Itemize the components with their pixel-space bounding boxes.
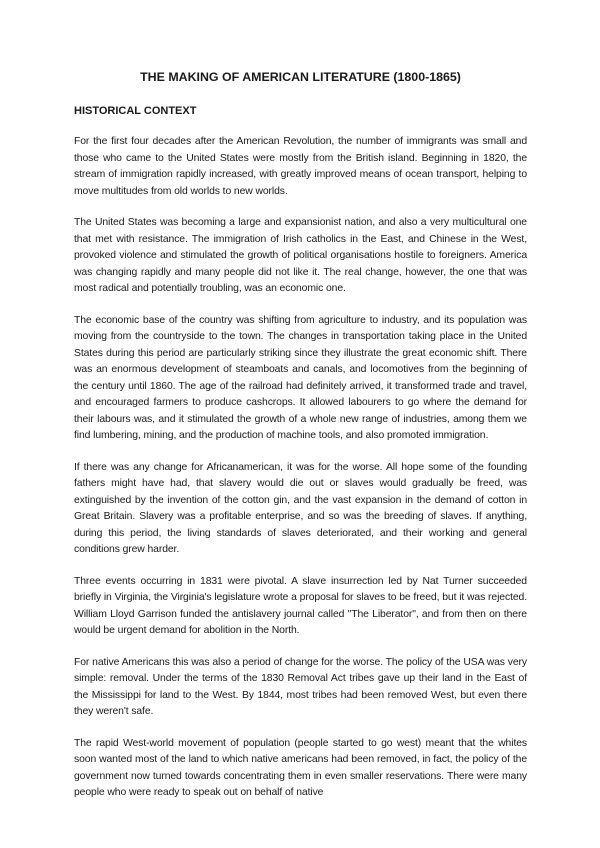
paragraph: If there was any change for Africanamerican, it was for the worse. All hope some of the founding fathers might have had, that slavery would die out or slaves would gradually be freed, was extinguished by the invention of the cotton gin, and the vast expansion in the demand of cotton in Great Britain. Slavery was a profitable enterprise, and so was the breeding of slaves. If anything, during this period, the living standards of slaves deteriorated, and their working and general conditions grew harder.: [74, 461, 527, 555]
paragraph: The United States was becoming a large and expansionist nation, and also a very multicultural one that met with resistance. The immigration of Irish catholics in the East, and Chinese in the West, provoked violence and stimulated the growth of political organisations hostile to foreigners. America was changing rapidly and many people did not like it. The real change, however, the one that was most radical and potentially troubling, was an economic one.: [74, 217, 527, 294]
paragraph: The economic base of the country was shifting from agriculture to industry, and its population was moving from the countryside to the town. The changes in transportation taking place in the United States during this period are particularly striking since they illustrate the great economic shift. There was an enormous development of steamboats and canals, and locomotives from the beginning of the century until 1860. The age of the railroad had definitely arrived, it transformed trade and travel, and encouraged farmers to produce cashcrops. It allowed labourers to go where the demand for their labours was, and it stimulated the growth of a whole new range of industries, among them we find lumbering, mining, and the production of machine tools, and also promoted immigration.: [74, 314, 527, 441]
paragraph: The rapid West-world movement of population (people started to go west) meant that the whites soon wanted most of the land to which native americans had been removed, in fact, the policy of the government now turned towards concentrating them in even smaller reservations. There were many people who were ready to speak out on behalf of native: [74, 737, 527, 798]
section-heading: HISTORICAL CONTEXT: [74, 105, 197, 117]
document-page: [74, 69, 527, 817]
paragraph: For the first four decades after the American Revolution, the number of immigrants was small and those who came to the United States were mostly from the British island. Beginning in 1820, the stream of immigration rapidly increased, with greatly improved means of ocean transport, helping to move multitudes from old worlds to new worlds.: [74, 136, 527, 197]
paragraph: Three events occurring in 1831 were pivotal. A slave insurrection led by Nat Turner succeeded briefly in Virginia, the Virginia's legislature wrote a proposal for slaves to be freed, but it was rejected. William Lloyd Garrison funded the antislavery journal called "The Liberator", and from then on there would be urgent demand for abolition in the North.: [74, 575, 527, 636]
paragraph: For native Americans this was also a period of change for the worse. The policy of the USA was very simple: removal. Under the terms of the 1830 Removal Act tribes gave up their land in the East of the Mississippi for land to the West. By 1844, most tribes had been removed West, but even there they weren't safe.: [74, 656, 527, 717]
document-title: THE MAKING OF AMERICAN LITERATURE (1800-1865): [140, 70, 461, 84]
